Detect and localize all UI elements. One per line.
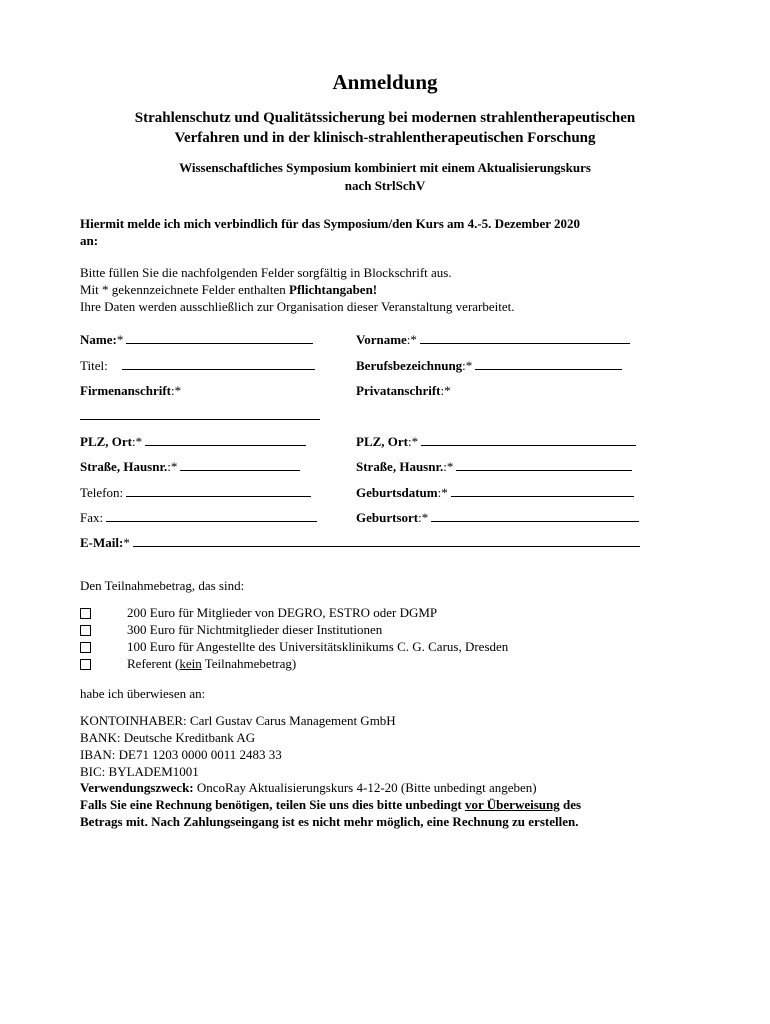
geburtsdatum-required-mark: :* (437, 485, 448, 500)
fee-option-members-label: 200 Euro für Mitglieder von DEGRO, ESTRO oder DGMP (127, 605, 438, 620)
invoice-note-line-1 (80, 797, 581, 813)
bank-name: BANK: Deutsche Kreditbank AG (80, 730, 256, 745)
event-title-line-1: Strahlenschutz und Qualitätssicherung bei modernen strahlentherapeutischen (134, 110, 636, 126)
titel-label: Titel: (80, 358, 108, 373)
page-title: Anmeldung (332, 70, 438, 94)
fax-field[interactable] (80, 510, 317, 526)
plz-ort-left-field[interactable] (80, 434, 306, 450)
checkbox-icon[interactable] (80, 642, 91, 653)
plz-ort-right-field[interactable] (356, 434, 636, 450)
transferred-to-text: habe ich überwiesen an: (80, 686, 206, 701)
instruction-line-2-text: Mit * gekennzeichnete Felder enthalten (80, 282, 290, 297)
plz-ort-right-label: PLZ, Ort (356, 434, 408, 449)
fax-input-line[interactable] (106, 510, 317, 522)
email-label: E-Mail: (80, 535, 124, 550)
plz-ort-left-required-mark: :* (132, 434, 143, 449)
bank-bic: BIC: BYLADEM1001 (80, 764, 199, 779)
firmenanschrift-label: Firmenanschrift (80, 383, 171, 398)
telefon-field[interactable] (80, 485, 311, 501)
strasse-left-field[interactable] (80, 459, 300, 475)
plz-ort-right-input-line[interactable] (421, 434, 636, 446)
fax-label: Fax: (80, 510, 104, 525)
firmenanschrift-field[interactable] (80, 383, 181, 399)
payment-reference-value: OncoRay Aktualisierungskurs 4-12-20 (Bitte unbedingt angeben) (193, 780, 537, 795)
privatanschrift-field[interactable] (356, 383, 451, 399)
berufsbezeichnung-required-mark: :* (462, 358, 473, 373)
strasse-left-required-mark: :* (167, 459, 178, 474)
strasse-right-required-mark: :* (443, 459, 454, 474)
fee-option-non-members[interactable] (80, 622, 383, 640)
strasse-right-label: Straße, Hausnr. (356, 459, 444, 474)
geburtsdatum-label: Geburtsdatum (356, 485, 438, 500)
email-required-mark: * (123, 535, 130, 550)
telefon-input-line[interactable] (126, 485, 311, 497)
geburtsdatum-input-line[interactable] (451, 485, 634, 497)
strasse-right-field[interactable] (356, 459, 632, 475)
event-title-line-2: Verfahren und in der klinisch-strahlentherapeutischen Forschung (174, 130, 596, 146)
name-input-line[interactable] (126, 332, 313, 344)
bank-iban: IBAN: DE71 1203 0000 0011 2483 33 (80, 747, 282, 762)
payment-reference (80, 780, 537, 796)
fee-option-non-members-label: 300 Euro für Nichtmitglieder dieser Institutionen (127, 622, 383, 637)
privatanschrift-required-mark: :* (440, 383, 451, 398)
checkbox-icon[interactable] (80, 608, 91, 619)
titel-input-line[interactable] (122, 358, 315, 370)
invoice-note-line-2: Betrags mit. Nach Zahlungseingang ist es nicht mehr möglich, eine Rechnung zu erstellen. (80, 814, 579, 829)
privatanschrift-label: Privatanschrift (356, 383, 441, 398)
instruction-line-1: Bitte füllen Sie die nachfolgenden Felder sorgfältig in Blockschrift aus. (80, 265, 452, 280)
registration-statement-line-1: Hiermit melde ich mich verbindlich für das Symposium/den Kurs am 4.-5. Dezember 2020 (80, 216, 580, 231)
firmenanschrift-required-mark: :* (170, 383, 182, 398)
checkbox-icon[interactable] (80, 659, 91, 670)
invoice-note-suffix: des (559, 797, 582, 812)
vorname-field[interactable] (356, 332, 630, 348)
referent-label-emphasis: kein (179, 656, 202, 671)
strasse-left-input-line[interactable] (180, 459, 300, 471)
referent-label-suffix: Teilnahmebetrag) (201, 656, 297, 671)
fee-intro: Den Teilnahmebetrag, das sind: (80, 578, 245, 593)
event-subtitle-line-2: nach StrlSchV (344, 178, 426, 193)
firmenanschrift-input-line[interactable] (80, 408, 320, 420)
berufsbezeichnung-input-line[interactable] (475, 358, 622, 370)
telefon-label: Telefon: (80, 485, 124, 500)
event-subtitle-line-1: Wissenschaftliches Symposium kombiniert mit einem Aktualisierungskurs (179, 160, 591, 175)
geburtsort-input-line[interactable] (431, 510, 639, 522)
strasse-left-label: Straße, Hausnr. (80, 459, 168, 474)
name-required-mark: * (116, 332, 124, 347)
invoice-note-emphasis: vor Überweisung (465, 797, 560, 812)
invoice-note-text: Falls Sie eine Rechnung benötigen, teilen Sie uns dies bitte unbedingt (80, 797, 465, 812)
fee-option-members[interactable] (80, 605, 438, 623)
fee-option-employees-label: 100 Euro für Angestellte des Universitätsklinikums C. G. Carus, Dresden (127, 639, 509, 654)
vorname-required-mark: :* (406, 332, 417, 347)
instruction-line-3: Ihre Daten werden ausschließlich zur Organisation dieser Veranstaltung verarbeitet. (80, 299, 515, 314)
payment-reference-label: Verwendungszweck: (80, 780, 194, 795)
plz-ort-left-input-line[interactable] (145, 434, 306, 446)
fee-option-employees[interactable] (80, 639, 509, 657)
firmenanschrift-second-line[interactable] (80, 408, 320, 420)
referent-label-prefix: Referent ( (127, 656, 180, 671)
instruction-mandatory-note: Pflichtangaben! (289, 282, 378, 297)
registration-statement-line-2: an: (80, 233, 99, 248)
instruction-line-2 (80, 282, 377, 298)
plz-ort-left-label: PLZ, Ort (80, 434, 132, 449)
geburtsort-required-mark: :* (418, 510, 429, 525)
bank-account-holder: KONTOINHABER: Carl Gustav Carus Management GmbH (80, 713, 396, 728)
vorname-label: Vorname (356, 332, 407, 347)
email-field[interactable] (80, 535, 640, 551)
email-input-line[interactable] (133, 535, 640, 547)
berufsbezeichnung-field[interactable] (356, 358, 622, 374)
fee-option-referent-label (127, 656, 296, 672)
strasse-right-input-line[interactable] (456, 459, 632, 471)
name-field[interactable] (80, 332, 313, 348)
plz-ort-right-required-mark: :* (408, 434, 419, 449)
geburtsort-field[interactable] (356, 510, 639, 526)
geburtsort-label: Geburtsort (356, 510, 419, 525)
berufsbezeichnung-label: Berufsbezeichnung (356, 358, 463, 373)
fee-option-referent[interactable] (80, 656, 297, 674)
titel-field[interactable] (80, 358, 315, 374)
name-label: Name: (80, 332, 117, 347)
checkbox-icon[interactable] (80, 625, 91, 636)
geburtsdatum-field[interactable] (356, 485, 634, 501)
vorname-input-line[interactable] (420, 332, 630, 344)
